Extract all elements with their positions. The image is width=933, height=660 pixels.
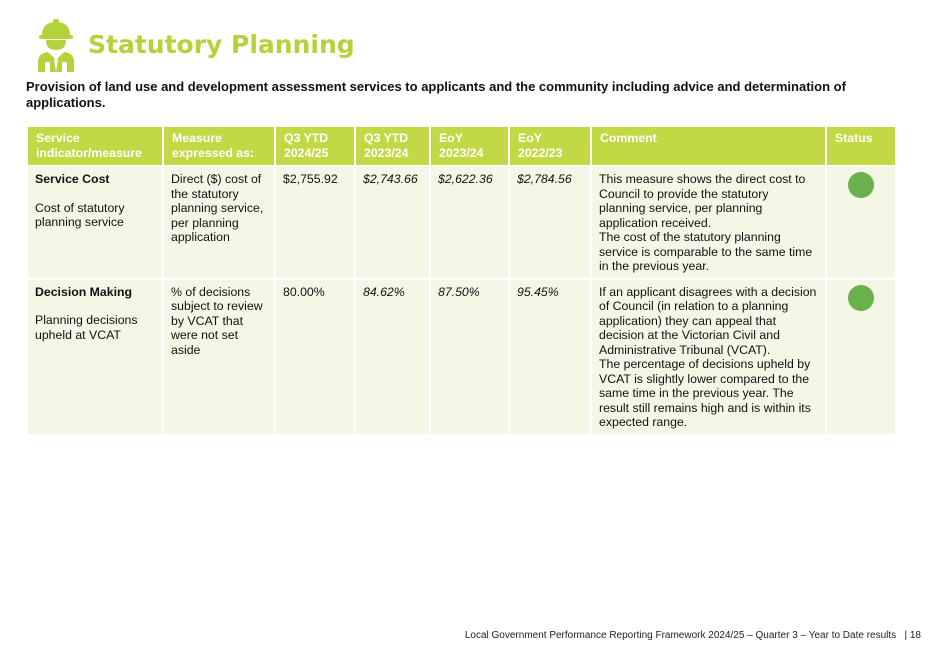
prior-value-cell: 84.62% [356, 280, 429, 434]
column-header: Q3 YTD 2024/25 [276, 127, 354, 165]
comment-cell: This measure shows the direct cost to Council to provide the statutory planning service, per planning application received. The cost of the statutory planning service is comparable to the same time in the previous year. [592, 167, 825, 278]
column-header: Measure expressed as: [164, 127, 274, 165]
status-indicator-icon [848, 172, 874, 198]
intro-text: Provision of land use and development assessment services to applicants and the community including advice and determination of applications. [26, 79, 846, 110]
column-header: Comment [592, 127, 825, 165]
column-header: Q3 YTD 2023/24 [356, 127, 429, 165]
column-header: EoY 2023/24 [431, 127, 508, 165]
page-title: Statutory Planning [88, 29, 355, 59]
indicator-title: Decision Making [35, 284, 133, 299]
status-indicator-icon [848, 285, 874, 311]
status-cell [827, 167, 895, 278]
prior-value-cell: $2,743.66 [356, 167, 429, 278]
comment-cell: If an applicant disagrees with a decision of Council (in relation to a planning application) they can appeal that decision at the Victorian Civil and Administrative Tribunal (VCAT). The percentage of decisions upheld by VCAT is slightly lower compared to the same time in the previous year. The result still remains high and is within its expected range. [592, 280, 825, 434]
indicator-table [26, 125, 897, 436]
construction-worker-icon [34, 16, 78, 72]
column-header: EoY 2022/23 [510, 127, 590, 165]
table-row [28, 167, 895, 278]
prior-value-cell: 95.45% [510, 280, 590, 434]
prior-value-cell: 87.50% [431, 280, 508, 434]
prior-value-cell: $2,622.36 [431, 167, 508, 278]
current-value-cell: $2,755.92 [276, 167, 354, 278]
status-cell [827, 280, 895, 434]
measure-cell: Direct ($) cost of the statutory planning service, per planning application [164, 167, 274, 278]
measure-cell: % of decisions subject to review by VCAT that were not set aside [164, 280, 274, 434]
column-header: Status [827, 127, 895, 165]
current-value-cell: 80.00% [276, 280, 354, 434]
indicator-subtitle: Planning decisions upheld at VCAT [35, 313, 138, 342]
indicator-subtitle: Cost of statutory planning service [35, 200, 125, 229]
prior-value-cell: $2,784.56 [510, 167, 590, 278]
indicator-cell [28, 167, 162, 278]
column-header: Service indicator/measure [28, 127, 162, 165]
page-footer: Local Government Performance Reporting Framework 2024/25 – Quarter 3 – Year to Date results | 18 [464, 630, 921, 641]
table-header-row [28, 127, 895, 165]
table-row [28, 280, 895, 434]
indicator-cell [28, 280, 162, 434]
page-header [34, 16, 355, 72]
indicator-title: Service Cost [35, 172, 110, 186]
